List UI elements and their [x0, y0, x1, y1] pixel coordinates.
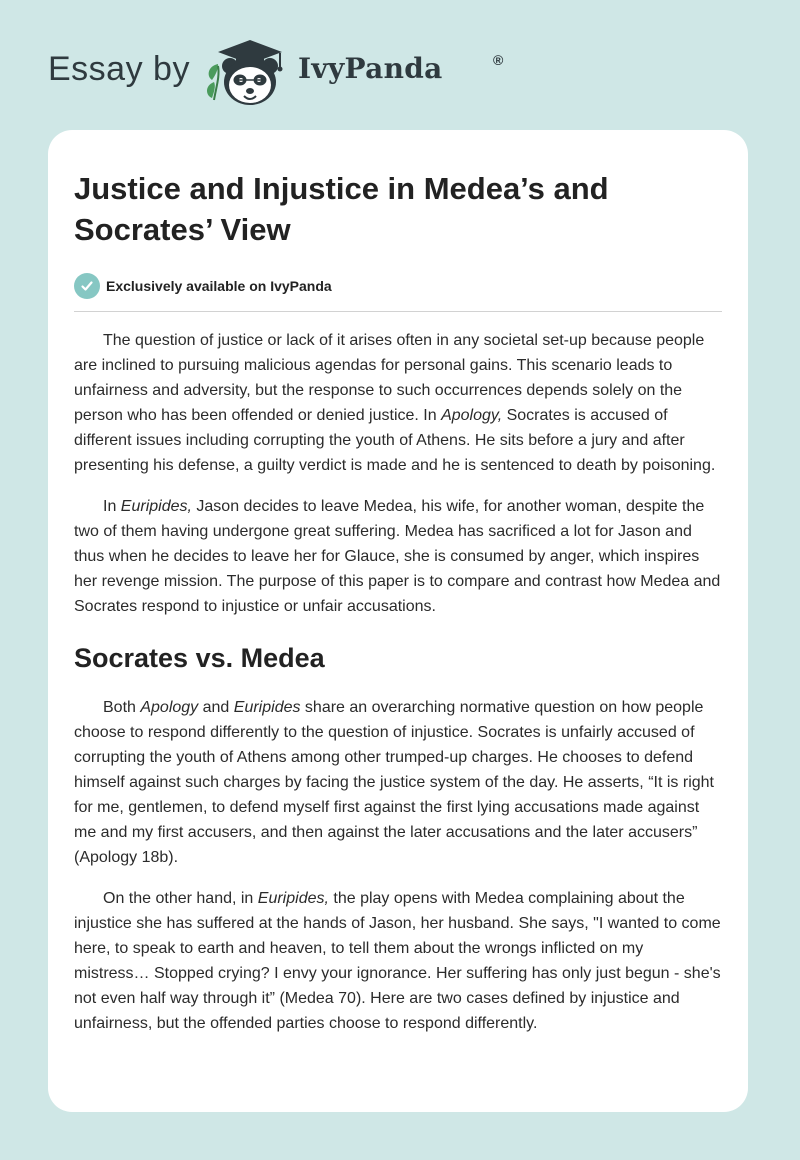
divider — [74, 311, 722, 312]
intro-paragraph-1: The question of justice or lack of it arises often in any societal set-up because people are inclined to pursuing malicious agendas for personal gains. This scenario leads to unfairness and adversity, but the response to such occurrences depends solely on the person who has been offended or denied justice. In Apology, Socrates is accused of different issues including corrupting the youth of Athens. He sits before a jury and after presenting his defense, a guilty verdict is made and he is sentenced to death by poisoning. — [74, 332, 716, 474]
exclusive-badge — [74, 272, 722, 300]
brand-name[interactable]: IvyPanda — [298, 52, 443, 85]
intro-paragraph-2: In Euripides, Jason decides to leave Medea, his wife, for another woman, despite the two of them having undergone great suffering. Medea has sacrificed a lot for Jason and thus when he decides to leave her for Glauce, she is consumed by anger, which inspires her revenge mission. The purpose of this paper is to compare and contrast how Medea and Socrates respond to injustice or unfair accusations. — [74, 498, 721, 615]
section-heading: Socrates vs. Medea — [74, 643, 325, 673]
section-paragraph-2: On the other hand, in Euripides, the play opens with Medea complaining about the injustice she has suffered at the hands of Jason, her husband. She says, "I wanted to come here, to speak to earth and heaven, to tell them about the wrongs inflicted on my mistress… Stopped crying? I envy your ignorance. Her suffering has only just begun - she's not even half way through it” (Medea 70). Here are two cases defined by injustice and unfairness, but the offended parties choose to respond differently. — [74, 890, 721, 1032]
essay-card — [48, 130, 748, 1112]
registered-mark: ® — [493, 52, 504, 68]
badge-text: Exclusively available on IvyPanda — [106, 278, 332, 294]
check-circle-icon — [74, 273, 100, 299]
essay-title: Justice and Injustice in Medea’s and Socrates’ View — [74, 171, 609, 247]
section-paragraph-1: Both Apology and Euripides share an overarching normative question on how people choose to respond differently to the question of injustice. Socrates is unfairly accused of corrupting the youth of Athens among other trumped-up charges. He chooses to defend himself against such charges by facing the justice system of the day. He asserts, “It is right for me, gentlemen, to defend myself first against the first lying accusations made against me and my first accusers, and then against the later accusations and the later accusers” (Apology 18b). — [74, 699, 714, 866]
brand-prefix: Essay by — [48, 50, 190, 88]
essay-content — [74, 130, 722, 1036]
ivypanda-logo-icon[interactable] — [200, 36, 292, 108]
brand-header — [48, 36, 504, 108]
